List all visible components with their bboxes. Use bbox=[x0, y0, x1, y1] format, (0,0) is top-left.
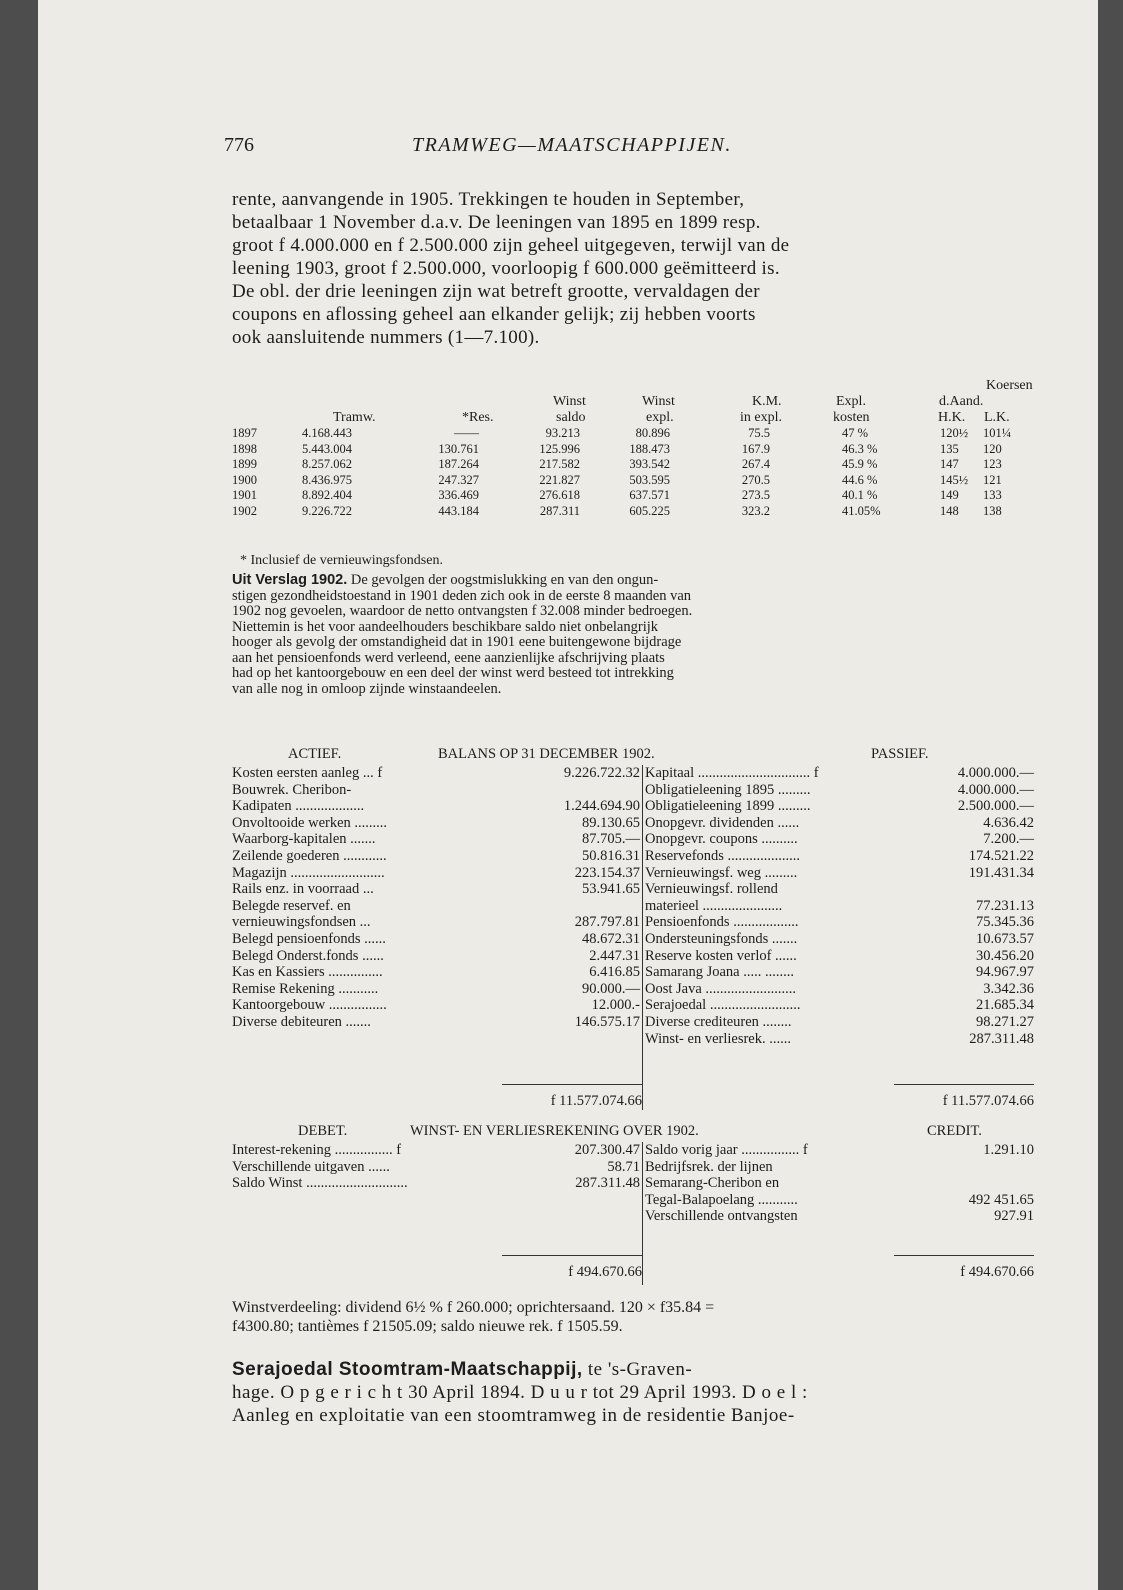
col-header: kosten bbox=[833, 410, 870, 425]
cell-expl: 80.896 bbox=[635, 426, 670, 440]
verslag-lead: Uit Verslag 1902. bbox=[232, 572, 348, 588]
cell-km: 167.9 bbox=[741, 441, 770, 456]
column-divider bbox=[642, 765, 643, 1110]
cell-res: 336.469 bbox=[438, 488, 479, 503]
text-line bbox=[232, 573, 1032, 589]
entry-label: Reservefonds .................... bbox=[645, 847, 801, 864]
entry-amount: 2.447.31 bbox=[589, 947, 640, 964]
ledger-row bbox=[232, 848, 1034, 865]
text-line: hage. O p g e r i c h t 30 April 1894. D u u r tot 29 April 1993. D o e l : bbox=[232, 1382, 808, 1403]
table-row bbox=[232, 504, 1032, 520]
company-name: Serajoedal Stoomtram-Maatschappij, bbox=[232, 1359, 583, 1380]
text-line: rente, aanvangende in 1905. Trekkingen te houden in September, bbox=[232, 189, 745, 210]
column-divider bbox=[642, 1142, 643, 1285]
winst-table bbox=[232, 1142, 1034, 1280]
entry-amount: 191.431.34 bbox=[968, 864, 1034, 881]
company-location: te 's-Graven- bbox=[582, 1359, 693, 1380]
entry-label: Remise Rekening ........... bbox=[232, 980, 379, 997]
col-header: Tramw. bbox=[333, 410, 376, 425]
cell-year: 1898 bbox=[232, 441, 257, 456]
ledger-row bbox=[232, 1175, 1034, 1192]
text-line: aan het pensioenfonds werd verleend, eene aanzienlijke afschrijving plaats bbox=[232, 649, 665, 666]
entry-amount: 89.130.65 bbox=[582, 814, 640, 831]
cell-hk: 148 bbox=[940, 503, 959, 518]
cell-lk: 138 bbox=[983, 503, 1002, 518]
entry-label: Pensioenfonds .................. bbox=[645, 914, 799, 931]
statistics-body bbox=[232, 426, 1032, 520]
entry-amount: 1.291.10 bbox=[983, 1142, 1034, 1158]
entry-label: Vernieuwingsf. weg ......... bbox=[645, 864, 798, 881]
col-header: K.M. bbox=[752, 394, 782, 409]
cell-expl: 503.595 bbox=[629, 472, 670, 487]
text-line: ook aansluitende nummers (1—7.100). bbox=[232, 327, 540, 348]
verslag-section bbox=[232, 573, 1032, 697]
serajoedal-section bbox=[232, 1358, 1032, 1427]
table-row bbox=[232, 473, 1032, 489]
text-line: groot f 4.000.000 en f 2.500.000 zijn geheel uitgegeven, terwijl van de bbox=[232, 235, 790, 256]
entry-amount: 146.575.17 bbox=[574, 1013, 640, 1030]
text-line: Aanleg en exploitatie van een stoomtramweg in de residentie Banjoe- bbox=[232, 1405, 795, 1426]
text-line: Winstverdeeling: dividend 6½ % f 260.000; oprichtersaand. 120 × f35.84 = bbox=[232, 1299, 715, 1316]
balans-title: BALANS OP 31 DECEMBER 1902. bbox=[438, 746, 655, 762]
winst-total-right: f 494.670.66 bbox=[960, 1264, 1034, 1280]
text-line: leening 1903, groot f 2.500.000, voorloopig f 600.000 geëmitteerd is. bbox=[232, 258, 780, 279]
entry-label: Diverse debiteuren ....... bbox=[232, 1013, 371, 1030]
ledger-row bbox=[232, 865, 1034, 882]
entry-amount: 75.345.36 bbox=[976, 914, 1034, 931]
table-row bbox=[232, 426, 1032, 442]
entry-label: Vernieuwingsf. rollend bbox=[645, 881, 778, 898]
text-line: f4300.80; tantièmes f 21505.09; saldo nieuwe rek. f 1505.59. bbox=[232, 1318, 623, 1335]
ledger-row bbox=[232, 1142, 1034, 1159]
entry-amount: 9.226.722.32 bbox=[563, 765, 640, 781]
cell-km: 75.5 bbox=[748, 426, 770, 440]
ledger-row bbox=[232, 815, 1034, 832]
entry-amount: 6.416.85 bbox=[589, 964, 640, 981]
cell-tramw: 4.168.443 bbox=[302, 426, 352, 440]
entry-label: Belegde reservef. en bbox=[232, 897, 351, 914]
ledger-row bbox=[232, 948, 1034, 965]
ledger-row bbox=[232, 782, 1034, 799]
entry-label: Rails enz. in voorraad ... bbox=[232, 881, 374, 898]
total-rule bbox=[502, 1084, 642, 1085]
entry-label: Onopgevr. coupons .......... bbox=[645, 831, 798, 848]
ledger-row bbox=[232, 914, 1034, 931]
table-footnote: * Inclusief de vernieuwingsfondsen. bbox=[240, 553, 443, 568]
winstverdeeling bbox=[232, 1298, 1032, 1336]
ledger-row bbox=[232, 964, 1034, 981]
cell-saldo: 217.582 bbox=[539, 457, 580, 472]
entry-amount: 87.705.— bbox=[582, 831, 640, 848]
entry-amount: 94.967.97 bbox=[976, 964, 1034, 981]
entry-amount: 53.941.65 bbox=[582, 881, 640, 898]
text-line: van alle nog in omloop zijnde winstaandeelen. bbox=[232, 680, 502, 697]
entry-label: Serajoedal ......................... bbox=[645, 997, 801, 1014]
entry-label: Waarborg-kapitalen ....... bbox=[232, 831, 376, 848]
entry-amount: 7.200.— bbox=[983, 831, 1034, 848]
ledger-row bbox=[232, 765, 1034, 782]
balans-left-title: ACTIEF. bbox=[288, 746, 342, 762]
cell-tramw: 8.436.975 bbox=[302, 472, 352, 487]
text-line: stigen gezondheidstoestand in 1901 deden zich ook in de eerste 8 maanden van bbox=[232, 587, 692, 604]
ledger-row bbox=[232, 1014, 1034, 1031]
entry-label: Bedrijfsrek. der lijnen bbox=[645, 1158, 773, 1175]
cell-tramw: 8.892.404 bbox=[302, 488, 352, 503]
col-header: Winst bbox=[642, 394, 675, 409]
entry-amount: 4.000.000.— bbox=[957, 765, 1034, 781]
cell-saldo: 287.311 bbox=[539, 503, 580, 518]
entry-amount: 3.342.36 bbox=[983, 980, 1034, 997]
text-line: 1902 nog gevoelen, waardoor de netto ontvangsten f 32.008 minder bedroegen. bbox=[232, 603, 693, 619]
entry-label: Ondersteuningsfonds ....... bbox=[645, 930, 798, 947]
table-row bbox=[232, 488, 1032, 504]
entry-label: Reserve kosten verlof ...... bbox=[645, 947, 797, 964]
text-line: hooger als gevolg der omstandigheid dat in 1901 eene buitengewone bijdrage bbox=[232, 634, 682, 650]
entry-amount: 4.636.42 bbox=[983, 814, 1034, 831]
balans-total-left: f 11.577.074.66 bbox=[550, 1093, 642, 1109]
entry-label: Interest-rekening ................ f bbox=[232, 1142, 402, 1158]
cell-tramw: 9.226.722 bbox=[302, 503, 352, 518]
entry-amount: 98.271.27 bbox=[976, 1013, 1034, 1030]
col-header: expl. bbox=[646, 410, 674, 425]
entry-amount: 90.000.— bbox=[582, 980, 640, 997]
entry-label: Kas en Kassiers ............... bbox=[232, 964, 383, 981]
cell-year: 1901 bbox=[232, 488, 257, 503]
entry-label: vernieuwingsfondsen ... bbox=[232, 914, 371, 931]
balans-table bbox=[232, 765, 1034, 1109]
entry-label: Tegal-Balapoelang ........... bbox=[645, 1191, 798, 1208]
cell-saldo: 125.996 bbox=[539, 441, 580, 456]
cell-hk: 135 bbox=[940, 441, 959, 456]
cell-year: 1902 bbox=[232, 503, 257, 518]
col-header: L.K. bbox=[984, 410, 1010, 425]
cell-res: 187.264 bbox=[438, 457, 479, 472]
winst-rows bbox=[232, 1142, 1034, 1225]
cell-expl: 637.571 bbox=[629, 488, 670, 503]
cell-res: 130.761 bbox=[438, 441, 479, 456]
cell-expl: 393.542 bbox=[629, 457, 670, 472]
entry-amount: 10.673.57 bbox=[976, 930, 1034, 947]
cell-year: 1900 bbox=[232, 472, 257, 487]
statistics-header bbox=[232, 378, 1032, 426]
entry-label: Belegd pensioenfonds ...... bbox=[232, 930, 386, 947]
ledger-row bbox=[232, 1159, 1034, 1176]
cell-res: 247.327 bbox=[438, 472, 479, 487]
ledger-row bbox=[232, 881, 1034, 898]
cell-expl: 605.225 bbox=[629, 503, 670, 518]
col-header: Winst bbox=[553, 394, 586, 409]
entry-label: Oost Java ......................... bbox=[645, 980, 797, 997]
verslag-first-line: De gevolgen der oogstmislukking en van den ongun- bbox=[347, 572, 659, 588]
entry-amount: 207.300.47 bbox=[574, 1142, 640, 1158]
text-line: De obl. der drie leeningen zijn wat betreft grootte, vervaldagen der bbox=[232, 281, 760, 302]
entry-label: Belegd Onderst.fonds ...... bbox=[232, 947, 384, 964]
col-header: Koersen bbox=[986, 378, 1033, 393]
entry-label: Kadipaten ................... bbox=[232, 798, 365, 815]
ledger-row bbox=[232, 931, 1034, 948]
balans-right-title: PASSIEF. bbox=[871, 746, 929, 762]
entry-label: Saldo vorig jaar ................ f bbox=[645, 1142, 808, 1158]
ledger-row bbox=[232, 1031, 1034, 1048]
text-line: coupons en aflossing geheel aan elkander gelijk; zij hebben voorts bbox=[232, 304, 756, 325]
entry-amount: 174.521.22 bbox=[968, 847, 1034, 864]
total-rule bbox=[894, 1084, 1034, 1085]
ledger-row bbox=[232, 1208, 1034, 1225]
entry-label: Verschillende uitgaven ...... bbox=[232, 1158, 390, 1175]
entry-amount: 287.311.48 bbox=[969, 1030, 1034, 1047]
entry-amount: 50.816.31 bbox=[582, 847, 640, 864]
cell-kosten: 47 % bbox=[842, 426, 869, 440]
balans-rows bbox=[232, 765, 1034, 1047]
ledger-row bbox=[232, 798, 1034, 815]
text-line bbox=[232, 1358, 1032, 1381]
intro-paragraph bbox=[232, 188, 1032, 349]
total-rule bbox=[502, 1255, 642, 1256]
document-page bbox=[38, 0, 1098, 1590]
col-header: *Res. bbox=[462, 410, 494, 425]
entry-label: materieel ...................... bbox=[645, 897, 783, 914]
entry-amount: 21.685.34 bbox=[976, 997, 1034, 1014]
winst-total-left: f 494.670.66 bbox=[568, 1264, 642, 1280]
entry-amount: 287.797.81 bbox=[574, 914, 640, 931]
text-line: betaalbaar 1 November d.a.v. De leeningen van 1895 en 1899 resp. bbox=[232, 212, 761, 233]
cell-tramw: 5.443.004 bbox=[302, 441, 352, 456]
table-row bbox=[232, 442, 1032, 458]
entry-label: Bouwrek. Cheribon- bbox=[232, 781, 352, 798]
cell-saldo: 276.618 bbox=[539, 488, 580, 503]
cell-lk: 120 bbox=[983, 441, 1002, 456]
cell-lk: 133 bbox=[983, 488, 1002, 503]
ledger-row bbox=[232, 831, 1034, 848]
cell-hk: 149 bbox=[940, 488, 959, 503]
cell-km: 273.5 bbox=[741, 488, 770, 503]
entry-amount: 1.244.694.90 bbox=[563, 798, 640, 815]
entry-amount: 492 451.65 bbox=[968, 1191, 1034, 1208]
col-header: d.Aand. bbox=[939, 394, 984, 409]
entry-label: Semarang-Cheribon en bbox=[645, 1175, 780, 1192]
col-header: in expl. bbox=[740, 410, 782, 425]
entry-amount: 4.000.000.— bbox=[957, 781, 1034, 798]
text-line: Niettemin is het voor aandeelhouders beschikbare saldo niet onbelangrijk bbox=[232, 618, 659, 635]
entry-amount: 30.456.20 bbox=[976, 947, 1034, 964]
entry-label: Verschillende ontvangsten bbox=[645, 1208, 798, 1225]
cell-kosten: 45.9 % bbox=[842, 457, 878, 472]
cell-hk: 145½ bbox=[940, 472, 969, 487]
entry-amount: 48.672.31 bbox=[582, 930, 640, 947]
ledger-row bbox=[232, 981, 1034, 998]
col-header: H.K. bbox=[938, 410, 966, 425]
cell-saldo: 93.213 bbox=[545, 426, 580, 440]
cell-year: 1897 bbox=[232, 426, 257, 440]
cell-lk: 101¼ bbox=[983, 426, 1012, 440]
entry-amount: 287.311.48 bbox=[575, 1175, 640, 1192]
entry-label: Obligatieleening 1899 ......... bbox=[645, 798, 811, 815]
ledger-row bbox=[232, 997, 1034, 1014]
text-line: had op het kantoorgebouw en een deel der winst werd besteed tot intrekking bbox=[232, 665, 674, 681]
cell-km: 323.2 bbox=[741, 503, 770, 518]
entry-label: Onvoltooide werken ......... bbox=[232, 814, 388, 831]
cell-kosten: 46.3 % bbox=[842, 441, 878, 456]
page-number: 776 bbox=[224, 134, 254, 156]
entry-label: Saldo Winst ............................ bbox=[232, 1175, 408, 1192]
cell-expl: 188.473 bbox=[629, 441, 670, 456]
balans-total-right: f 11.577.074.66 bbox=[942, 1093, 1034, 1109]
entry-amount: 12.000.- bbox=[591, 997, 640, 1014]
cell-kosten: 44.6 % bbox=[842, 472, 878, 487]
statistics-table bbox=[232, 378, 1032, 520]
cell-hk: 120½ bbox=[940, 426, 969, 440]
entry-label: Onopgevr. dividenden ...... bbox=[645, 814, 800, 831]
entry-label: Kosten eersten aanleg ... f bbox=[232, 765, 383, 781]
entry-label: Zeilende goederen ............ bbox=[232, 847, 387, 864]
winst-left-title: DEBET. bbox=[298, 1123, 348, 1139]
entry-label: Diverse crediteuren ........ bbox=[645, 1013, 792, 1030]
winst-right-title: CREDIT. bbox=[927, 1123, 982, 1139]
entry-amount: 927.91 bbox=[994, 1208, 1034, 1225]
cell-saldo: 221.827 bbox=[539, 472, 580, 487]
cell-km: 267.4 bbox=[741, 457, 770, 472]
total-rule bbox=[894, 1255, 1034, 1256]
cell-res: —— bbox=[454, 426, 479, 440]
cell-kosten: 41.05% bbox=[842, 503, 881, 518]
table-row bbox=[232, 457, 1032, 473]
entry-label: Kantoorgebouw ................ bbox=[232, 997, 387, 1014]
ledger-row bbox=[232, 898, 1034, 915]
winst-title: WINST- EN VERLIESREKENING OVER 1902. bbox=[410, 1123, 699, 1139]
entry-label: Winst- en verliesrek. ...... bbox=[645, 1030, 791, 1047]
entry-label: Samarang Joana ..... ........ bbox=[645, 964, 794, 981]
entry-amount: 58.71 bbox=[607, 1158, 640, 1175]
cell-lk: 121 bbox=[983, 472, 1002, 487]
col-header: Expl. bbox=[836, 394, 866, 409]
ledger-row bbox=[232, 1192, 1034, 1209]
col-header: saldo bbox=[556, 410, 586, 425]
entry-amount: 77.231.13 bbox=[976, 897, 1034, 914]
page-title: TRAMWEG—MAATSCHAPPIJEN. bbox=[412, 134, 732, 156]
entry-label: Magazijn .......................... bbox=[232, 864, 385, 881]
cell-hk: 147 bbox=[940, 457, 959, 472]
entry-label: Kapitaal ............................... f bbox=[645, 765, 819, 781]
entry-amount: 2.500.000.— bbox=[957, 798, 1034, 815]
cell-km: 270.5 bbox=[741, 472, 770, 487]
cell-lk: 123 bbox=[983, 457, 1002, 472]
entry-amount: 223.154.37 bbox=[574, 864, 640, 881]
cell-kosten: 40.1 % bbox=[842, 488, 878, 503]
cell-res: 443.184 bbox=[438, 503, 479, 518]
cell-year: 1899 bbox=[232, 457, 257, 472]
entry-label: Obligatieleening 1895 ......... bbox=[645, 781, 811, 798]
cell-tramw: 8.257.062 bbox=[302, 457, 352, 472]
